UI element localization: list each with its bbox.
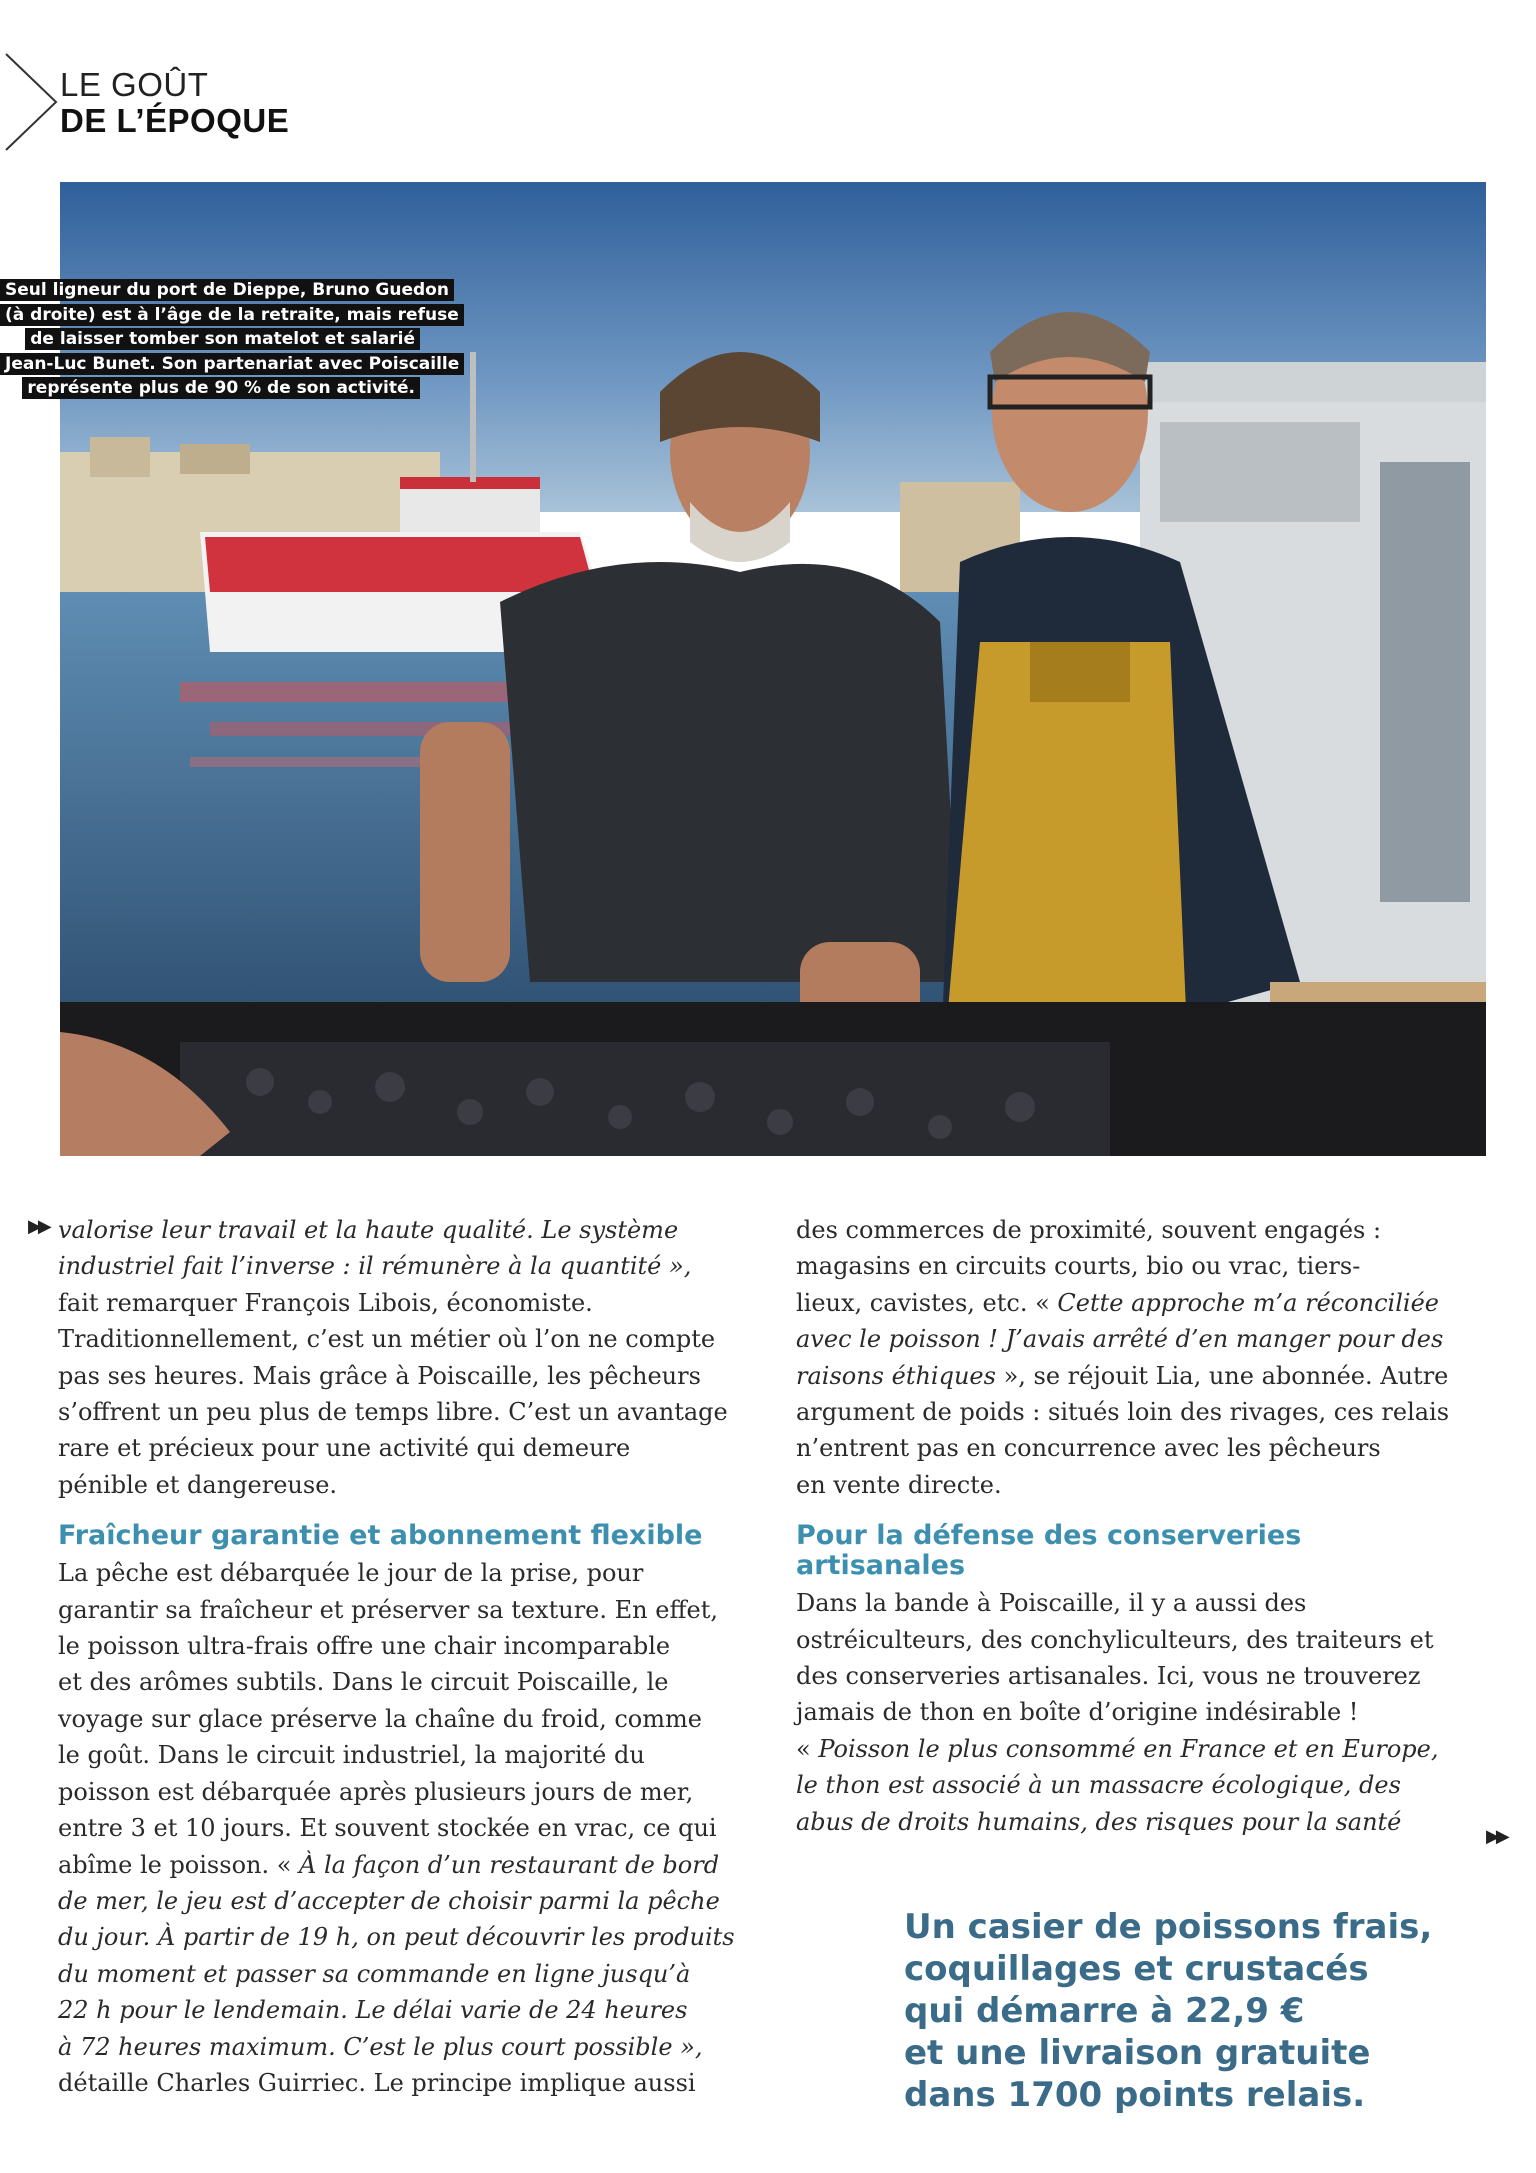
text-line <box>58 1774 748 1810</box>
text-run: Traditionnellement, c’est un métier où l’on ne compte <box>58 1325 716 1354</box>
italic-run: du moment et passer sa commande en ligne jusqu’à <box>58 1959 691 1988</box>
right-body-paragraph <box>796 1585 1486 1840</box>
text-run: Dans la bande à Poiscaille, il y a aussi des <box>796 1589 1307 1618</box>
text-line <box>58 1701 748 1737</box>
right-column <box>796 1212 1486 1840</box>
text-run: pénible et dangereuse. <box>58 1470 338 1499</box>
text-line <box>58 1285 748 1321</box>
italic-run: de mer, le jeu est d’accepter de choisir parmi la pêche <box>58 1886 720 1915</box>
text-run: n’entrent pas en concurrence avec les pêcheurs <box>796 1434 1381 1463</box>
text-line <box>796 1358 1486 1394</box>
pull-quote-line: coquillages et crustacés <box>904 1949 1369 1989</box>
text-line <box>58 1321 748 1357</box>
text-run: lieux, cavistes, etc. « <box>796 1288 1058 1317</box>
text-line <box>796 1767 1486 1803</box>
left-intro-paragraph <box>58 1212 748 1503</box>
text-line <box>58 1358 748 1394</box>
text-line <box>58 1592 748 1628</box>
text-line <box>58 1248 748 1284</box>
text-line <box>796 1804 1486 1840</box>
caption-line: Seul ligneur du port de Dieppe, Bruno Guedon <box>0 279 454 301</box>
pull-quote-line: et une livraison gratuite <box>904 2033 1371 2073</box>
text-run: entre 3 et 10 jours. Et souvent stockée en vrac, ce qui <box>58 1814 717 1843</box>
photo-caption <box>0 278 460 401</box>
caption-line: de laisser tomber son matelot et salarié <box>25 328 420 350</box>
pull-quote-line: qui démarre à 22,9 € <box>904 1991 1305 2031</box>
italic-run: 22 h pour le lendemain. Le délai varie de 24 heures <box>58 1996 688 2025</box>
italic-run: à 72 heures maximum. C’est le plus court possible », <box>58 2032 703 2061</box>
text-line <box>58 1737 748 1773</box>
text-line <box>58 2029 748 2065</box>
continued-next-arrow-icon: ▶▶ <box>1486 1826 1506 1847</box>
italic-run: À la façon d’un restaurant de bord <box>299 1850 720 1879</box>
italic-run: du jour. À partir de 19 h, on peut découvrir les produits <box>58 1923 735 1952</box>
text-line <box>796 1585 1486 1621</box>
text-line <box>796 1622 1486 1658</box>
text-run: s’offrent un peu plus de temps libre. C’est un avantage <box>58 1398 728 1427</box>
text-run: rare et précieux pour une activité qui demeure <box>58 1434 631 1463</box>
text-run: et des arômes subtils. Dans le circuit Poiscaille, le <box>58 1668 669 1697</box>
text-run: des commerces de proximité, souvent engagés : <box>796 1216 1382 1244</box>
text-line <box>796 1467 1486 1503</box>
left-column <box>58 1212 748 2101</box>
italic-run: Poisson le plus consommé en France et en Europe, <box>818 1734 1439 1763</box>
italic-run: valorise leur travail et la haute qualité. Le système <box>58 1216 679 1244</box>
text-run: abîme le poisson. « <box>58 1850 300 1879</box>
text-run: ostréiculteurs, des conchyliculteurs, des traiteurs et <box>796 1625 1434 1654</box>
text-line <box>58 1628 748 1664</box>
section-heading-line: Pour la défense des conserveries <box>796 1520 1302 1552</box>
italic-run: avec le poisson ! J’avais arrêté d’en manger pour des <box>796 1325 1444 1354</box>
caption-line: représente plus de 90 % de son activité. <box>22 377 420 399</box>
text-run: « <box>796 1734 819 1763</box>
section-heading-line: artisanales <box>796 1550 966 1582</box>
text-run: détaille Charles Guirriec. Le principe implique aussi <box>58 2068 696 2097</box>
pull-quote-line: dans 1700 points relais. <box>904 2075 1366 2115</box>
italic-run: Cette approche m’a réconciliée <box>1057 1288 1439 1317</box>
text-line <box>58 1992 748 2028</box>
text-run: La pêche est débarquée le jour de la prise, pour <box>58 1559 644 1588</box>
text-run: en vente directe. <box>796 1470 1002 1499</box>
text-run: pas ses heures. Mais grâce à Poiscaille, les pêcheurs <box>58 1361 701 1390</box>
rubric-title-line1: LE GOÛT <box>60 66 209 103</box>
right-intro-paragraph <box>796 1212 1486 1503</box>
text-line <box>796 1731 1486 1767</box>
text-line <box>796 1285 1486 1321</box>
text-run: poisson est débarquée après plusieurs jours de mer, <box>58 1777 694 1806</box>
text-line <box>58 1430 748 1466</box>
text-line <box>58 1810 748 1846</box>
text-line <box>58 1212 748 1248</box>
pull-quote-line: Un casier de poissons frais, <box>904 1907 1433 1947</box>
text-run: le goût. Dans le circuit industriel, la majorité du <box>58 1741 645 1770</box>
text-run: jamais de thon en boîte d’origine indésirable ! <box>796 1698 1359 1727</box>
text-run: », se réjouit Lia, une abonnée. Autre <box>995 1361 1449 1390</box>
chevron-icon <box>4 52 60 152</box>
text-line <box>796 1694 1486 1730</box>
continued-from-arrow-icon: ▶▶ <box>28 1216 48 1237</box>
text-run: des conserveries artisanales. Ici, vous ne trouverez <box>796 1662 1421 1691</box>
left-body-paragraph <box>58 1555 748 2101</box>
text-run: fait remarquer François Libois, économiste. <box>58 1288 593 1317</box>
text-run: argument de poids : situés loin des rivages, ces relais <box>796 1398 1450 1427</box>
text-line <box>58 1467 748 1503</box>
pull-quote <box>904 1906 1484 2116</box>
section-heading-conserveries <box>796 1521 1486 1581</box>
text-line <box>58 1664 748 1700</box>
text-line <box>796 1430 1486 1466</box>
text-run: le poisson ultra-frais offre une chair incomparable <box>58 1632 671 1661</box>
text-run: garantir sa fraîcheur et préserver sa texture. En effet, <box>58 1595 718 1624</box>
text-line <box>58 2065 748 2101</box>
italic-run: raisons éthiques <box>796 1361 996 1390</box>
text-run: voyage sur glace préserve la chaîne du froid, comme <box>58 1704 702 1733</box>
text-line <box>796 1658 1486 1694</box>
text-run: magasins en circuits courts, bio ou vrac, tiers- <box>796 1252 1361 1281</box>
italic-run: industriel fait l’inverse : il rémunère à la quantité », <box>58 1252 692 1281</box>
italic-run: abus de droits humains, des risques pour la santé <box>796 1807 1402 1836</box>
caption-line: Jean-Luc Bunet. Son partenariat avec Poiscaille <box>0 353 464 375</box>
text-line <box>58 1394 748 1430</box>
text-line <box>796 1248 1486 1284</box>
text-line <box>796 1212 1486 1248</box>
text-line <box>796 1394 1486 1430</box>
caption-line: (à droite) est à l’âge de la retraite, mais refuse <box>0 304 464 326</box>
text-line <box>58 1883 748 1919</box>
text-line <box>58 1919 748 1955</box>
text-line <box>796 1321 1486 1357</box>
text-line <box>58 1956 748 1992</box>
text-line <box>58 1847 748 1883</box>
italic-run: le thon est associé à un massacre écologique, des <box>796 1771 1401 1800</box>
rubric-title-line2: DE L’ÉPOQUE <box>60 102 290 139</box>
section-heading-fraicheur: Fraîcheur garantie et abonnement flexible <box>58 1520 703 1552</box>
text-line <box>58 1555 748 1591</box>
